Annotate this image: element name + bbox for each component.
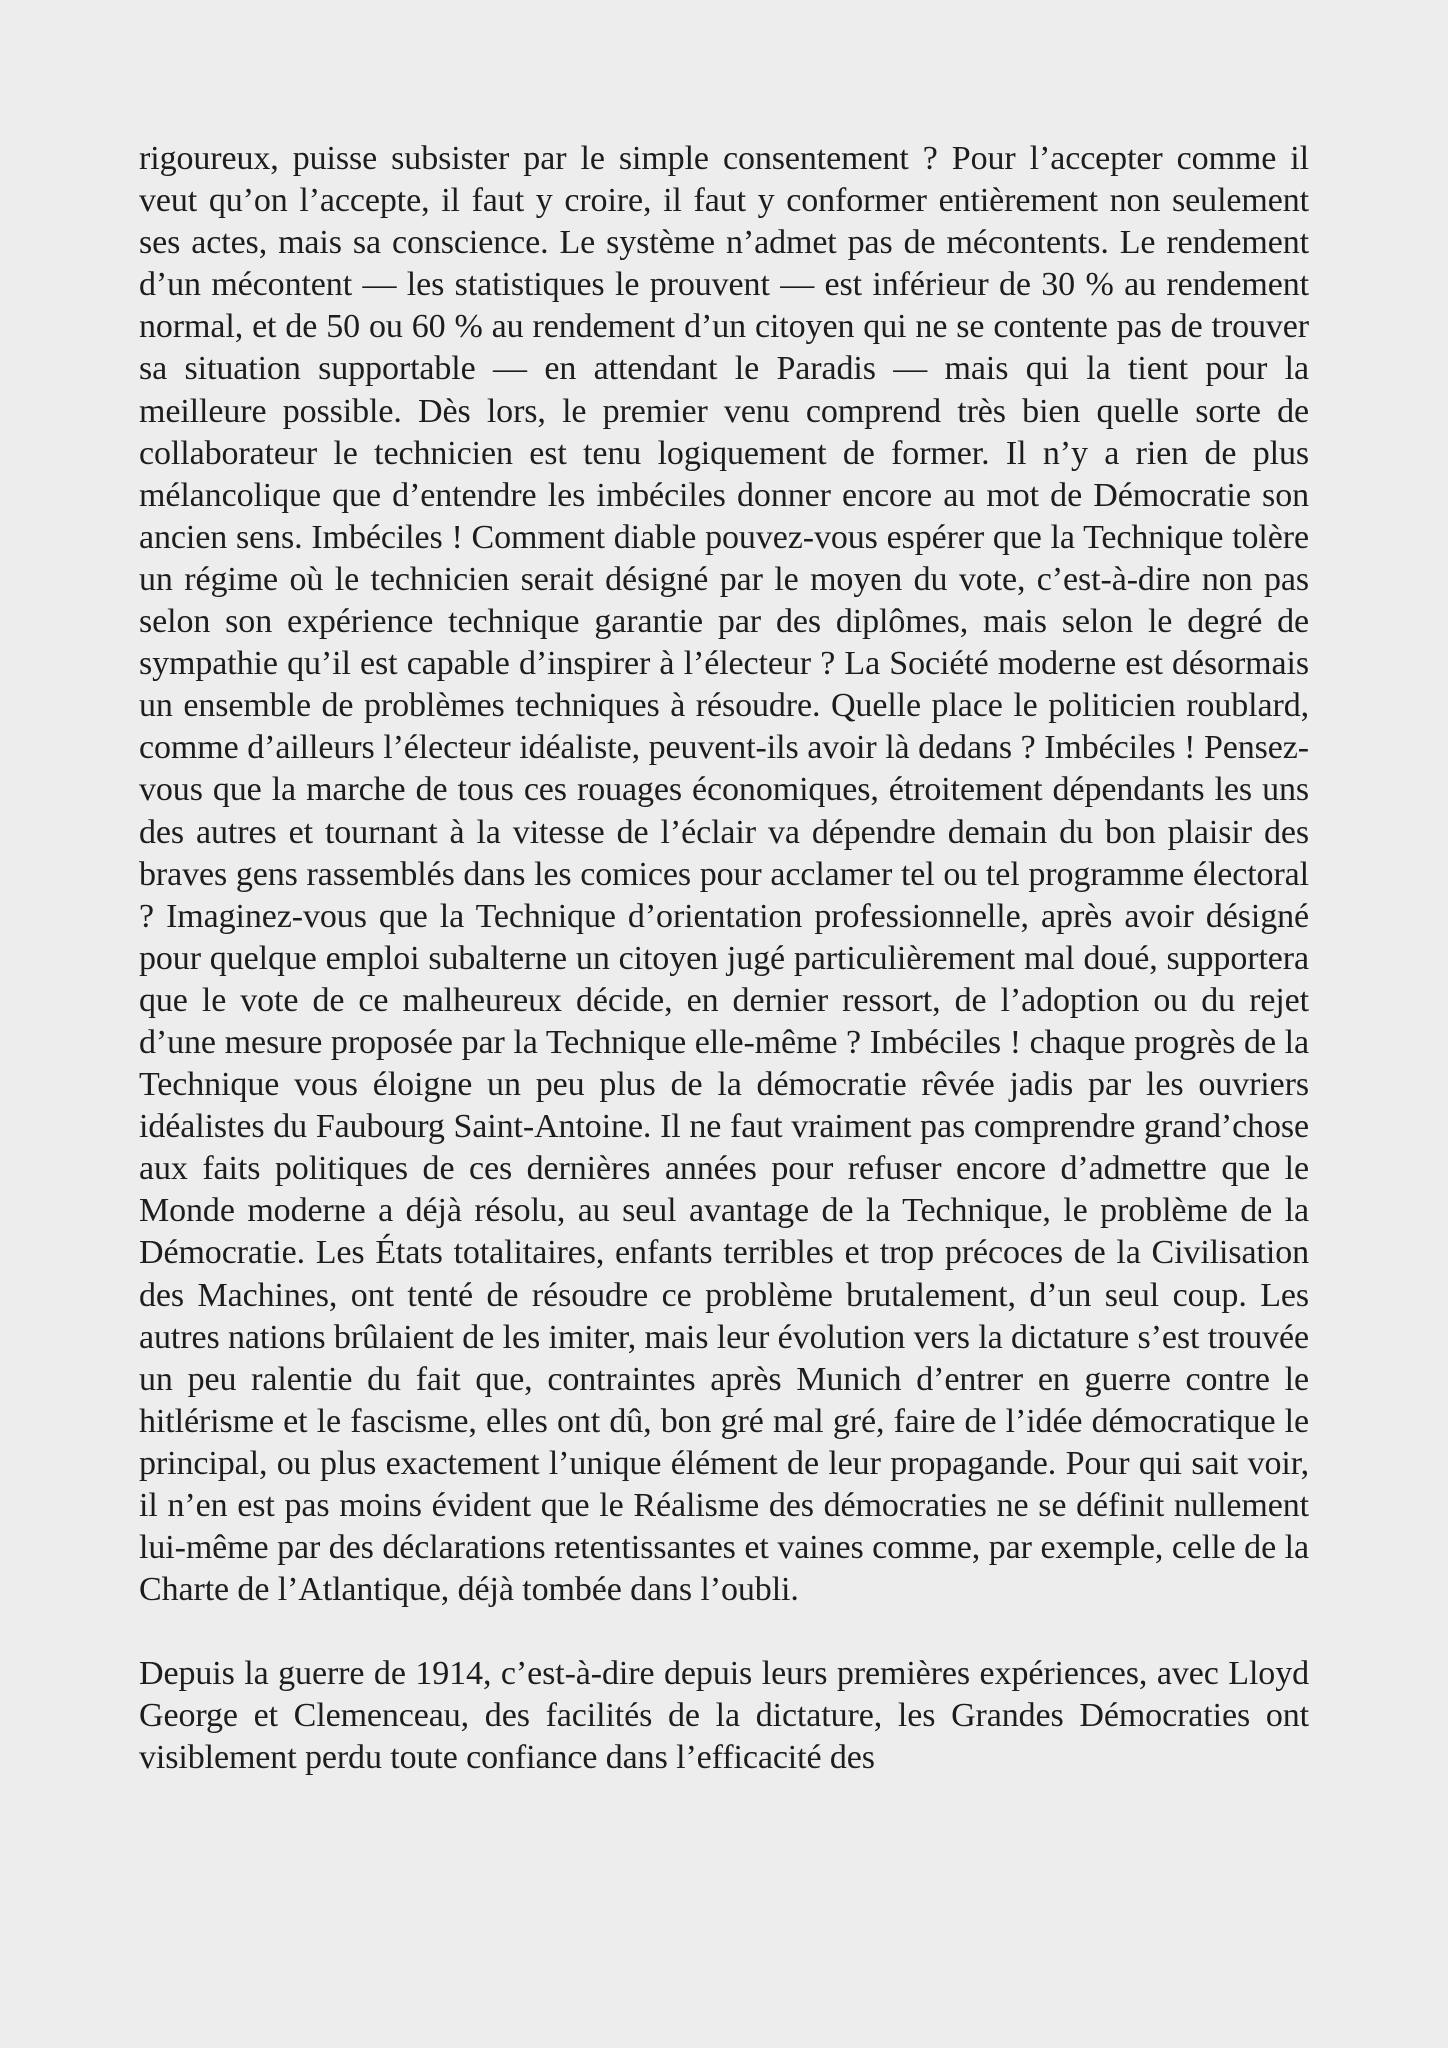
document-page: [139, 138, 1309, 1780]
body-paragraph: Depuis la guerre de 1914, c’est-à-dire depuis leurs premières expériences, avec Lloyd George et Clemenceau, des facilités de la dictature, les Grandes Démocraties ont visiblement perdu toute confiance dans l’efficacité des: [139, 1655, 1309, 1777]
body-paragraph: rigoureux, puisse subsister par le simple consentement ? Pour l’accepter comme il veut qu’on l’accepte, il faut y croire, il faut y conformer entièrement non seulement ses actes, mais sa conscience. Le système n’admet pas de mécontents. Le rendement d’un mécontent — les statistiques le prouvent — est inférieur de 30 % au rendement normal, et de 50 ou 60 % au rendement d’un citoyen qui ne se contente pas de trouver sa situation supportable — en attendant le Paradis — mais qui la tient pour la meilleure possible. Dès lors, le premier venu comprend très bien quelle sorte de collaborateur le technicien est tenu logiquement de former. Il n’y a rien de plus mélancolique que d’entendre les imbéciles donner encore au mot de Démocratie son ancien sens. Imbéciles ! Comment diable pouvez-vous espérer que la Technique tolère un régime où le technicien serait désigné par le moyen du vote, c’est-à-dire non pas selon son expérience technique garantie par des diplômes, mais selon le degré de sympathie qu’il est capable d’inspirer à l’électeur ? La Société moderne est désormais un ensemble de problèmes techniques à résoudre. Quelle place le politicien roublard, comme d’ailleurs l’électeur idéaliste, peuvent-ils avoir là dedans ? Imbéciles ! Pensez-vous que la marche de tous ces rouages économiques, étroitement dépendants les uns des autres et tournant à la vitesse de l’éclair va dépendre demain du bon plaisir des braves gens rassemblés dans les comices pour acclamer tel ou tel programme électoral ? Imaginez-vous que la Technique d’orientation professionnelle, après avoir désigné pour quelque emploi subalterne un citoyen jugé particulièrement mal doué, supportera que le vote de ce malheureux décide, en dernier ressort, de l’adoption ou du rejet d’une mesure proposée par la Technique elle-même ? Imbéciles ! chaque progrès de la Technique vous éloigne un peu plus de la démocratie rêvée jadis par les ouvriers idéalistes du Faubourg Saint-Antoine. Il ne faut vraiment pas comprendre grand’chose aux faits politiques de ces dernières années pour refuser encore d’admettre que le Monde moderne a déjà résolu, au seul avantage de la Technique, le problème de la Démocratie. Les États totalitaires, enfants terribles et trop précoces de la Civilisation des Machines, ont tenté de résoudre ce problème brutalement, d’un seul coup. Les autres nations brûlaient de les imiter, mais leur évolution vers la dictature s’est trouvée un peu ralentie du fait que, contraintes après Munich d’entrer en guerre contre le hitlérisme et le fascisme, elles ont dû, bon gré mal gré, faire de l’idée démocratique le principal, ou plus exactement l’unique élément de leur propagande. Pour qui sait voir, il n’en est pas moins évident que le Réalisme des démocraties ne se définit nullement lui-même par des déclarations retentissantes et vaines comme, par exemple, celle de la Charte de l’Atlantique, déjà tombée dans l’oubli.: [139, 140, 1309, 1609]
